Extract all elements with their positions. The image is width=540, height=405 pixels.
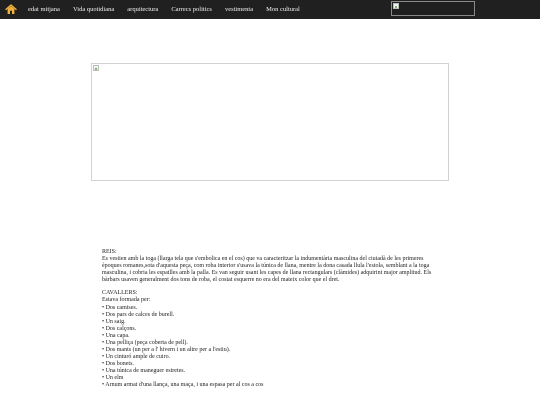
home-button[interactable]: [0, 0, 22, 19]
home-icon: [5, 4, 17, 15]
list-item: • Un cinturó ample de cuiro.: [102, 354, 171, 361]
list-item: • Un saig.: [102, 318, 126, 325]
cavallers-heading: CAVALLERS:: [102, 290, 138, 297]
broken-image-icon: [393, 3, 399, 9]
nav-link-carrecs-politics[interactable]: Carrecs politics: [171, 6, 212, 13]
list-item: • Dos pars de calces de burell.: [102, 311, 175, 318]
broken-image-icon: [93, 65, 99, 71]
list-item: • Dos camises.: [102, 304, 138, 311]
list-item: • Dos calçons.: [102, 325, 137, 332]
main-content-image: [91, 63, 449, 181]
nav-link-edat-mitjana[interactable]: edat mitjana: [28, 6, 60, 13]
nav-link-vida-quotidiana[interactable]: Vida quotidiana: [72, 6, 115, 13]
reis-heading: REIS:: [102, 249, 117, 255]
nav-link-mon-cultural[interactable]: Mon cultural: [266, 6, 300, 13]
list-item: • Un elm: [102, 375, 124, 382]
clothing-description: [102, 249, 442, 389]
nav-link-arquitectura[interactable]: arquitectura: [127, 6, 159, 13]
nav-link-vestimenta[interactable]: vestimenta: [224, 6, 254, 13]
reis-text: Es vestien amb la toga (llarga tela que s'embolica en el cos) que va caracteritzar la indumentària masculina del ciutadà de les primeres èpoques romanes,sota d'aquesta peça, com roba interior s'usava la túnica de llana, mentre la dona casada llula l'estola, semblant a la toga masculina, i cobria les espatlles amb la palla. Es van seguir usant les capes de llana rectangulars (clàmides) adquirint major amplitud. Els bàrbars usaven generalment dos tons de roba, el costat esquerre no era del mateix color que el dret.: [102, 256, 432, 284]
list-item: • Dos bonets.: [102, 361, 134, 368]
list-item: • Arnum armat d'una llança, una maça, i una espasa per al cos a cos: [102, 382, 264, 389]
header-banner-image: [391, 1, 475, 16]
cavallers-list: [102, 305, 442, 390]
top-navigation-bar: [0, 0, 540, 19]
list-item: • Una túnica de maneguer estretes.: [102, 368, 186, 375]
cavallers-intro: Estava formada per:: [102, 297, 151, 304]
list-item: • Dos mants (un per a l' hivern i un altre per a l'estiu).: [102, 347, 231, 354]
list-item: • Una pelliça (peça coberta de pell).: [102, 339, 188, 346]
list-item: • Una capa.: [102, 332, 130, 339]
navigation-links: [28, 0, 313, 19]
